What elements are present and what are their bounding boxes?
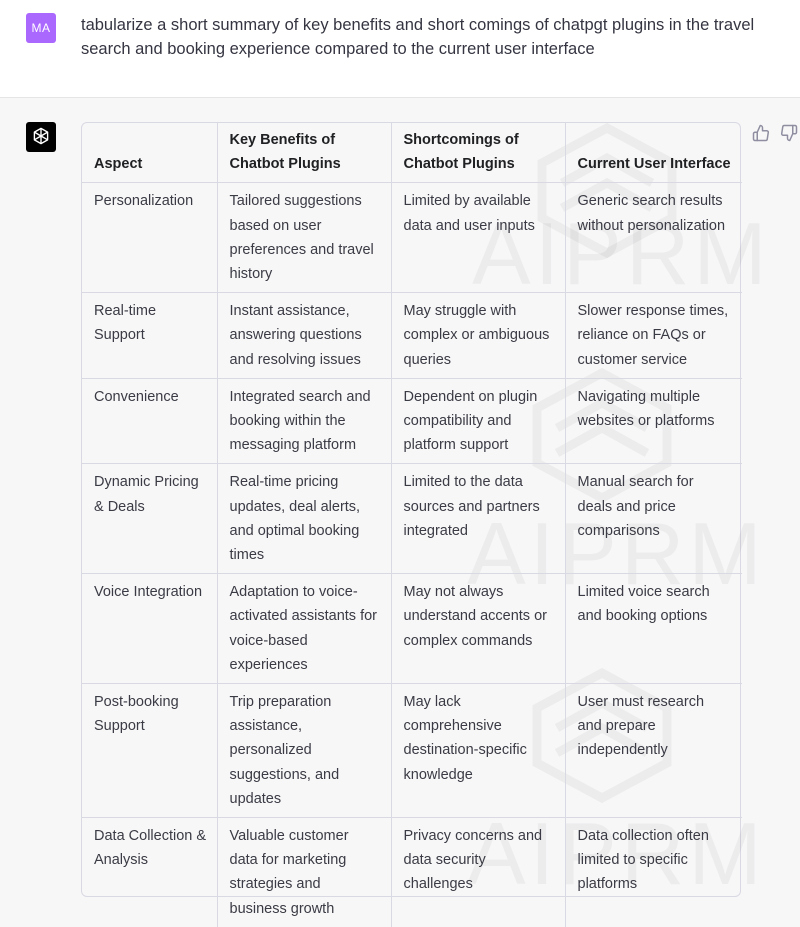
table-row [82, 293, 742, 379]
table-cell: May lack comprehensive destination-specific knowledge [391, 684, 565, 818]
table-cell: Post-booking Support [82, 684, 217, 818]
table-cell: Voice Integration [82, 574, 217, 684]
user-avatar: MA [26, 13, 56, 43]
table-cell: Limited by available data and user inputs [391, 183, 565, 293]
table-cell: Generic search results without personalization [565, 183, 742, 293]
table-row [82, 818, 742, 927]
table-cell: Adaptation to voice-activated assistants for voice-based experiences [217, 574, 391, 684]
table-cell: Navigating multiple websites or platforms [565, 378, 742, 464]
table-cell: Data collection often limited to specific platforms [577, 828, 709, 893]
table-cell: Trip preparation assistance, personalized suggestions, and updates [217, 684, 391, 818]
table-row [82, 574, 742, 684]
openai-logo-icon [26, 122, 56, 152]
assistant-message [0, 98, 800, 917]
feedback-controls [752, 124, 798, 142]
table-cell: Real-time pricing updates, deal alerts, and optimal booking times [217, 464, 391, 574]
table-cell: Manual search for deals and price comparisons [565, 464, 742, 574]
column-header: Current User Interface [565, 123, 742, 183]
table-cell: May not always understand accents or complex commands [391, 574, 565, 684]
column-header: Key Benefits of Chatbot Plugins [217, 123, 391, 183]
table-cell: Data Collection & Analysis [82, 818, 217, 927]
column-header: Shortcomings of Chatbot Plugins [391, 123, 565, 183]
table-cell: Tailored suggestions based on user preferences and travel history [217, 183, 391, 293]
table-cell: Integrated search and booking within the messaging platform [217, 378, 391, 464]
table-cell: Limited to the data sources and partners integrated [391, 464, 565, 574]
table-row [82, 378, 742, 464]
thumbs-up-icon[interactable] [752, 124, 770, 142]
user-message-text: tabularize a short summary of key benefits and short comings of chatpgt plugins in the travel search and booking experience compared to the current user interface [81, 16, 755, 58]
table-row [82, 183, 742, 293]
table-cell: Dynamic Pricing & Deals [82, 464, 217, 574]
table-cell: May struggle with complex or ambiguous queries [391, 293, 565, 379]
column-header: Aspect [82, 123, 217, 183]
table-cell: Instant assistance, answering questions and resolving issues [217, 293, 391, 379]
table-header-row [82, 123, 742, 183]
table-cell: Slower response times, reliance on FAQs or customer service [565, 293, 742, 379]
comparison-table-container [81, 122, 741, 917]
table-cell: Convenience [82, 378, 217, 464]
thumbs-down-icon[interactable] [780, 124, 798, 142]
table-cell: Privacy concerns and data security challenges [391, 818, 565, 927]
table-cell: Valuable customer data for marketing strategies and business growth [217, 818, 391, 927]
table-cell: User must research and prepare independently [565, 684, 742, 818]
user-message [0, 0, 800, 98]
table-row [82, 464, 742, 574]
table-cell: Personalization [82, 183, 217, 293]
comparison-table [82, 123, 742, 927]
table-cell: Dependent on plugin compatibility and platform support [391, 378, 565, 464]
table-cell: Limited voice search and booking options [565, 574, 742, 684]
table-cell: Real-time Support [82, 293, 217, 379]
table-row [82, 684, 742, 818]
